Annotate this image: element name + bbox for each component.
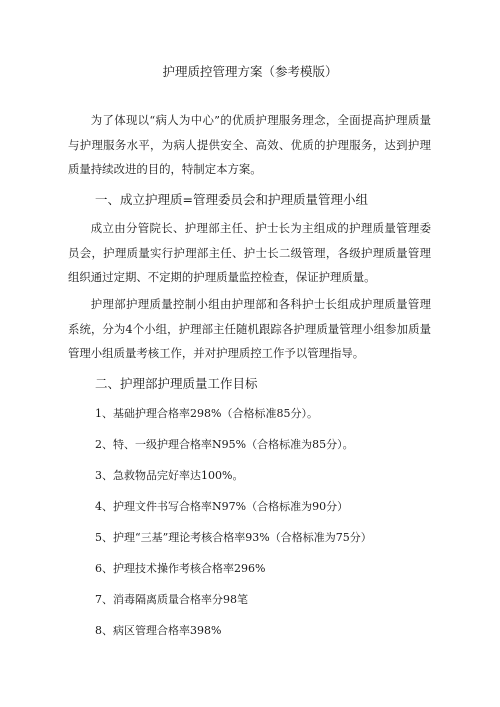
section-heading-1: 一、成立护理质=管理委员会和护理质量管理小组	[95, 192, 368, 207]
goal-item: 2、特、一级护理合格率N95%（合格标准为85分）。	[95, 438, 354, 451]
intro-paragraph: 为了体现以“病人为中心”的优质护理服务理念，全面提高护理质量与护理服务水平，为病人提供安全、高效、优质的护理服务，达到护理质量持续改进的目的，特制定本方案。	[68, 113, 431, 177]
document-title: 护理质控管理方案（参考模版）	[162, 64, 338, 79]
goal-item: 4、护理文件书写合格率N97%（合格标准为90分）	[95, 500, 349, 513]
goal-item: 8、病区管理合格率398%	[95, 624, 222, 637]
section-heading-2: 二、护理部护理质量工作目标	[95, 376, 258, 391]
goal-item: 3、急救物品完好率达100%。	[95, 469, 244, 482]
goal-item: 7、消毒隔离质量合格率分98笔	[95, 593, 248, 606]
section-1-paragraph-2: 护理部护理质量控制小组由护理部和各科护士长组成护理质量管理系统，分为4个小组，护理部主任随机跟踪各护理质量管理小组参加质量管理小组质量考核工作，并对护理质控工作予以管理指导。	[68, 297, 431, 361]
goal-item: 5、护理“三基”理论考核合格率93%（合格标准为75分）	[95, 531, 372, 544]
section-1-paragraph-1: 成立由分管院长、护理部主任、护士长为主组成的护理质量管理委员会，护理质量实行护理部主任、护士长二级管理，各级护理质量管理组织通过定期、不定期的护理质量监控检查，保证护理质量。	[68, 221, 431, 285]
goal-item: 1、基础护理合格率298%（合格标准85分）。	[95, 407, 318, 420]
goal-item: 6、护理技术操作考核合格率296%	[95, 562, 266, 575]
